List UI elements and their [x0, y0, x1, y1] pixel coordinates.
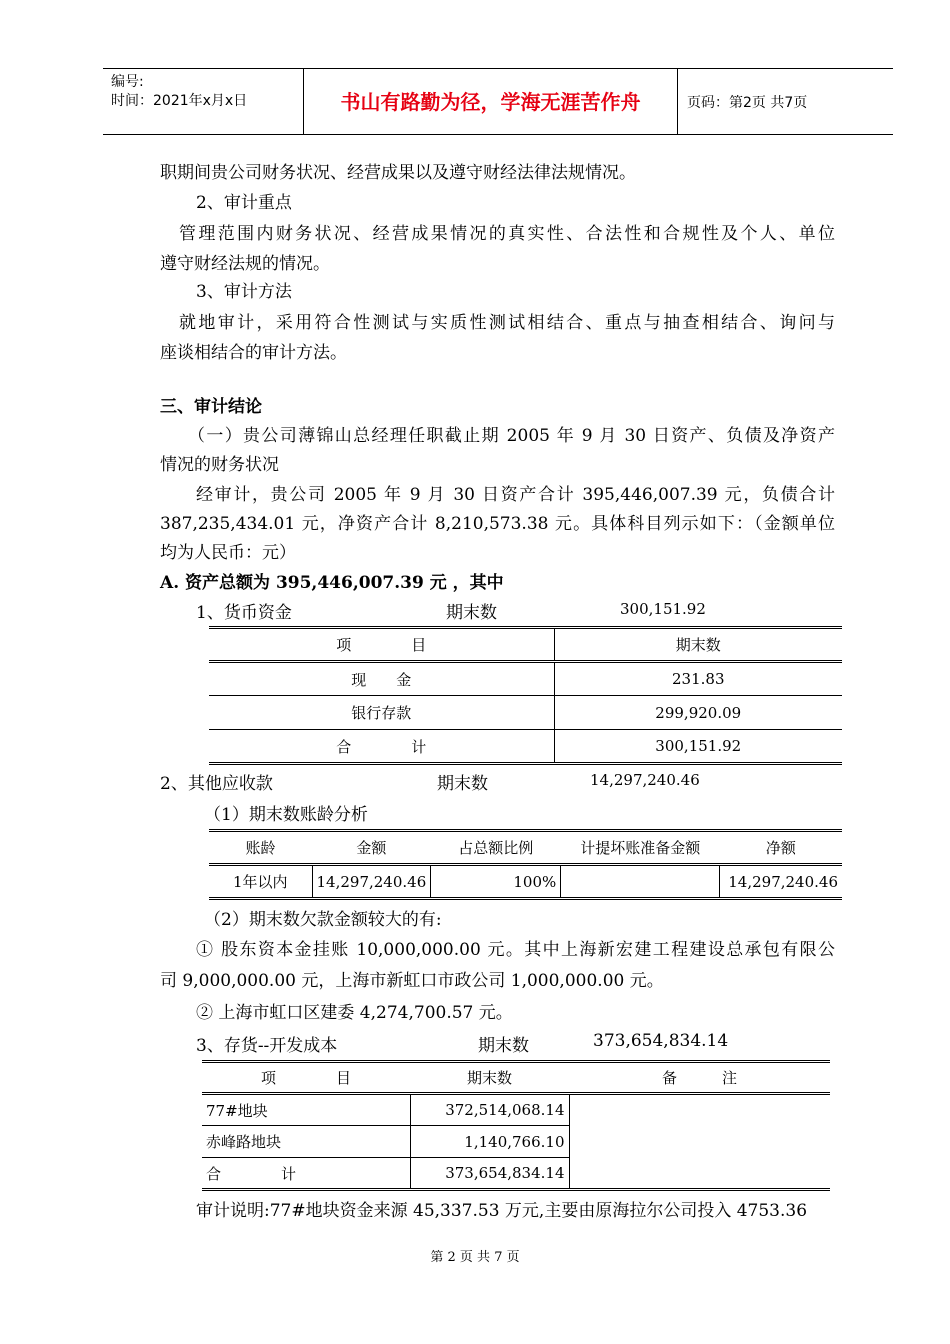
table-cell: 现 金 [351, 670, 412, 689]
table-cell: 372,514,068.14 [410, 1094, 569, 1126]
table-row [209, 730, 842, 764]
header-motto: 书山有路勤为径，学海无涯苦作舟 [340, 90, 641, 114]
table-cell: 赤峰路地块 [202, 1126, 410, 1158]
table-row [209, 662, 842, 696]
paragraph-line: 387,235,434.01 元，净资产合计 8,210,573.38 元。具体科目列示如下：（金额单位 [160, 514, 835, 534]
table-cell: 100% [431, 865, 561, 899]
paragraph-line: （一）贵公司薄锦山总经理任职截止期 2005 年 9 月 30 日资产、负债及净资产 [188, 426, 835, 446]
page-header [103, 68, 893, 135]
paragraph-line: 座谈相结合的审计方法。 [160, 343, 347, 363]
assets-heading: A. 资产总额为 395,446,007.39 元 ，其中 [160, 573, 504, 593]
paragraph-line: 均为人民币：元） [160, 543, 296, 563]
cash-table [209, 626, 842, 765]
paragraph-line: 职期间贵公司财务状况、经营成果以及遵守财经法律法规情况。 [160, 163, 636, 183]
paragraph-line: 经审计，贵公司 2005 年 9 月 30 日资产合计 395,446,007.39 元，负债合计 [196, 485, 835, 505]
table-cell: 1,140,766.10 [410, 1126, 569, 1158]
table-cell: 1年以内 [209, 865, 312, 899]
table-header-row [209, 628, 842, 662]
section-heading: 3、审计方法 [196, 282, 292, 302]
table-cell: 373,654,834.14 [410, 1158, 569, 1190]
cash-label: 1、货币资金 [196, 603, 292, 623]
paragraph-line: ② 上海市虹口区建委 4,274,700.57 元。 [196, 1003, 513, 1023]
aging-title: （1）期末数账龄分析 [204, 805, 368, 825]
inventory-table [202, 1060, 830, 1191]
inventory-label: 3、存货--开发成本 [196, 1036, 338, 1056]
header-page: 页码：第2页 共7页 [687, 95, 808, 111]
inventory-period-value: 373,654,834.14 [593, 1031, 729, 1051]
cash-period-label: 期末数 [446, 603, 497, 623]
table-row [209, 865, 842, 899]
inventory-period-label: 期末数 [478, 1036, 529, 1056]
paragraph-line: 遵守财经法规的情况。 [160, 254, 330, 274]
paragraph-line: 情况的财务状况 [160, 455, 279, 475]
large-debts-title: （2）期末数欠款金额较大的有: [204, 910, 442, 930]
table-header-cell: 项 目 [336, 636, 427, 654]
table-row [209, 696, 842, 730]
table-header-cell: 账龄 [245, 839, 276, 857]
table-cell: 合 计 [336, 737, 427, 756]
table-header-row [209, 831, 842, 865]
table-header-cell: 期末数 [554, 628, 842, 662]
table-header-cell: 备 注 [661, 1069, 737, 1087]
header-number: 编号: [111, 74, 144, 90]
table-header-cell: 期末数 [466, 1069, 512, 1087]
table-cell: 合 计 [202, 1158, 410, 1190]
table-cell: 77#地块 [202, 1094, 410, 1126]
chapter-heading: 三、审计结论 [160, 397, 262, 417]
table-cell: 14,297,240.46 [728, 872, 838, 891]
table-cell: 299,920.09 [554, 696, 842, 730]
table-cell: 银行存款 [351, 704, 412, 722]
table-cell [561, 865, 720, 899]
paragraph-line: ① 股东资本金挂账 10,000,000.00 元。其中上海新宏建工程建设总承包有限公 [196, 940, 835, 960]
table-header-cell: 占总额比例 [458, 839, 534, 857]
receivables-label: 2、其他应收款 [160, 774, 273, 794]
table-header-cell: 金额 [356, 839, 387, 857]
table-cell: 231.83 [554, 662, 842, 696]
paragraph-line: 管理范围内财务状况、经营成果情况的真实性、合法性和合规性及个人、单位 [179, 224, 835, 244]
table-header-cell: 净额 [765, 839, 796, 857]
header-divider [677, 69, 678, 135]
table-header-cell: 计提坏账准备金额 [580, 839, 701, 857]
page-footer: 第 2 页 共 7 页 [430, 1250, 520, 1265]
table-row [202, 1094, 830, 1126]
table-cell: 300,151.92 [554, 730, 842, 764]
inventory-note: 审计说明:77#地块资金来源 45,337.53 万元,主要由原海拉尔公司投入 4753.36 [196, 1201, 808, 1221]
table-header-cell: 项 目 [260, 1069, 351, 1087]
paragraph-line: 就地审计，采用符合性测试与实质性测试相结合、重点与抽查相结合、询问与 [179, 313, 835, 333]
table-cell: 14,297,240.46 [312, 865, 431, 899]
section-heading: 2、审计重点 [196, 193, 292, 213]
table-header-row [202, 1062, 830, 1094]
paragraph-line: 司 9,000,000.00 元，上海市新虹口市政公司 1,000,000.00 元。 [160, 971, 664, 991]
receivables-period-label: 期末数 [437, 774, 488, 794]
receivables-period-value: 14,297,240.46 [590, 771, 700, 789]
header-time: 时间：2021年x月x日 [111, 93, 248, 109]
table-cell-remarks [569, 1094, 830, 1190]
aging-table [209, 829, 842, 900]
header-meta [111, 73, 247, 111]
cash-period-value: 300,151.92 [620, 600, 706, 618]
